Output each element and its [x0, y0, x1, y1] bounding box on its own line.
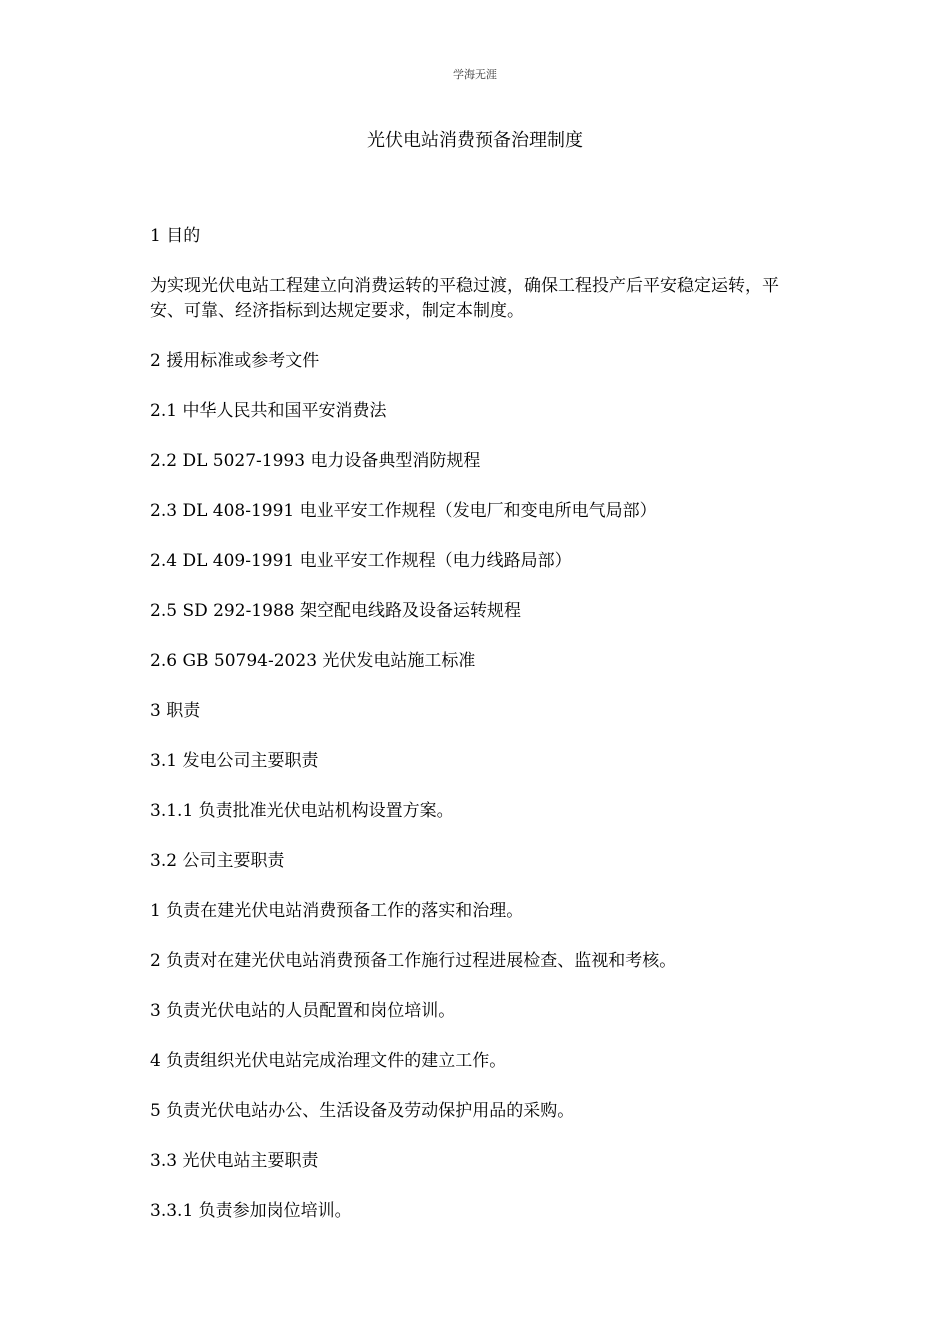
responsibility-item: 2 负责对在建光伏电站消费预备工作施行过程进展检查、监视和考核。 [150, 951, 677, 971]
reference-item: 2.6 GB 50794-2023 光伏发电站施工标准 [150, 651, 476, 671]
reference-item: 2.4 DL 409-1991 电业平安工作规程（电力线路局部） [150, 551, 572, 571]
subsection-heading: 3.3 光伏电站主要职责 [150, 1151, 319, 1171]
document-body [150, 224, 800, 1249]
responsibility-item: 1 负责在建光伏电站消费预备工作的落实和治理。 [150, 901, 524, 921]
section-heading-responsibilities: 3 职责 [150, 701, 201, 721]
responsibility-item: 3.1.1 负责批准光伏电站机构设置方案。 [150, 801, 454, 821]
responsibility-item: 5 负责光伏电站办公、生活设备及劳动保护用品的采购。 [150, 1101, 575, 1121]
reference-item: 2.1 中华人民共和国平安消费法 [150, 401, 387, 421]
page-header: 学海无涯 [453, 68, 497, 81]
reference-item: 2.2 DL 5027-1993 电力设备典型消防规程 [150, 451, 481, 471]
responsibility-item: 3 负责光伏电站的人员配置和岗位培训。 [150, 1001, 456, 1021]
reference-item: 2.5 SD 292-1988 架空配电线路及设备运转规程 [150, 601, 521, 621]
purpose-paragraph: 为实现光伏电站工程建立向消费运转的平稳过渡，确保工程投产后平安稳定运转，平安、可靠、经济指标到达规定要求，制定本制度。 [150, 276, 779, 321]
document-title: 光伏电站消费预备治理制度 [367, 130, 583, 151]
subsection-heading: 3.2 公司主要职责 [150, 851, 285, 871]
subsection-heading: 3.1 发电公司主要职责 [150, 751, 319, 771]
responsibility-item: 3.3.1 负责参加岗位培训。 [150, 1201, 352, 1221]
section-heading-references: 2 援用标准或参考文件 [150, 351, 320, 371]
reference-item: 2.3 DL 408-1991 电业平安工作规程（发电厂和变电所电气局部） [150, 501, 657, 521]
section-heading-purpose: 1 目的 [150, 226, 201, 246]
responsibility-item: 4 负责组织光伏电站完成治理文件的建立工作。 [150, 1051, 507, 1071]
